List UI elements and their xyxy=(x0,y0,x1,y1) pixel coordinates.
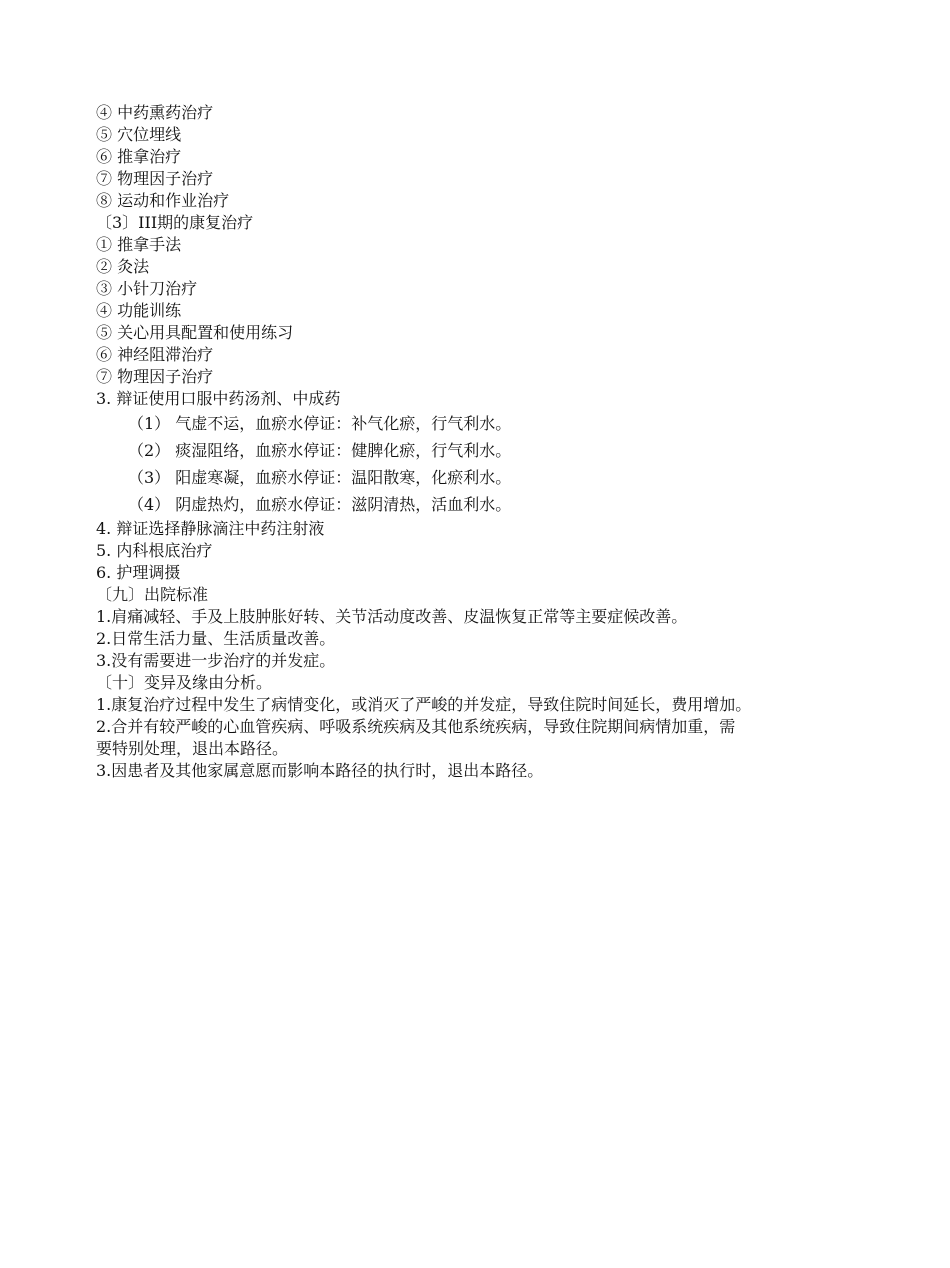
text-line: ④ 功能训练 xyxy=(96,301,182,320)
text-line: 4. 辩证选择静脉滴注中药注射液 xyxy=(96,519,325,538)
text-line: （3） 阳虚寒凝，血瘀水停证：温阳散寒，化瘀利水。 xyxy=(128,468,512,487)
text-line: 1.康复治疗过程中发生了病情变化，或消灭了严峻的并发症，导致住院时间延长，费用增加。 xyxy=(96,695,752,714)
text-line: 1.肩痛减轻、手及上肢肿胀好转、关节活动度改善、皮温恢复正常等主要症候改善。 xyxy=(96,607,688,626)
text-line: 2.合并有较严峻的心血管疾病、呼吸系统疾病及其他系统疾病，导致住院期间病情加重，需 xyxy=(96,717,736,736)
text-line: ② 灸法 xyxy=(96,257,150,276)
text-line: ① 推拿手法 xyxy=(96,235,182,254)
text-line: 3. 辩证使用口服中药汤剂、中成药 xyxy=(96,389,341,408)
text-line: ⑥ 神经阻滞治疗 xyxy=(96,345,214,364)
text-line: 〔十〕变异及缘由分析。 xyxy=(96,673,273,692)
text-line: 5. 内科根底治疗 xyxy=(96,541,213,560)
text-line: （1） 气虚不运，血瘀水停证：补气化瘀，行气利水。 xyxy=(128,414,512,433)
text-line: ③ 小针刀治疗 xyxy=(96,279,198,298)
text-line: ⑤ 关心用具配置和使用练习 xyxy=(96,323,294,342)
text-line: ⑦ 物理因子治疗 xyxy=(96,169,214,188)
text-line: 2.日常生活力量、生活质量改善。 xyxy=(96,629,336,648)
text-line: 〔九〕出院标准 xyxy=(96,585,209,604)
text-line: 〔3〕III期的康复治疗 xyxy=(96,213,254,232)
document-page xyxy=(96,102,876,782)
text-line: ⑥ 推拿治疗 xyxy=(96,147,182,166)
text-line: 3.因患者及其他家属意愿而影响本路径的执行时，退出本路径。 xyxy=(96,761,544,780)
text-line: （4） 阴虚热灼，血瘀水停证：滋阴清热，活血利水。 xyxy=(128,495,512,514)
text-line: （2） 痰湿阻络，血瘀水停证：健脾化瘀，行气利水。 xyxy=(128,441,512,460)
text-line: ④ 中药熏药治疗 xyxy=(96,103,214,122)
text-line: ⑧ 运动和作业治疗 xyxy=(96,191,230,210)
text-line: 要特别处理，退出本路径。 xyxy=(96,739,289,758)
text-line: ⑦ 物理因子治疗 xyxy=(96,367,214,386)
text-line: 3.没有需要进一步治疗的并发症。 xyxy=(96,651,336,670)
text-line: ⑤ 穴位埋线 xyxy=(96,125,182,144)
text-line: 6. 护理调摄 xyxy=(96,563,181,582)
